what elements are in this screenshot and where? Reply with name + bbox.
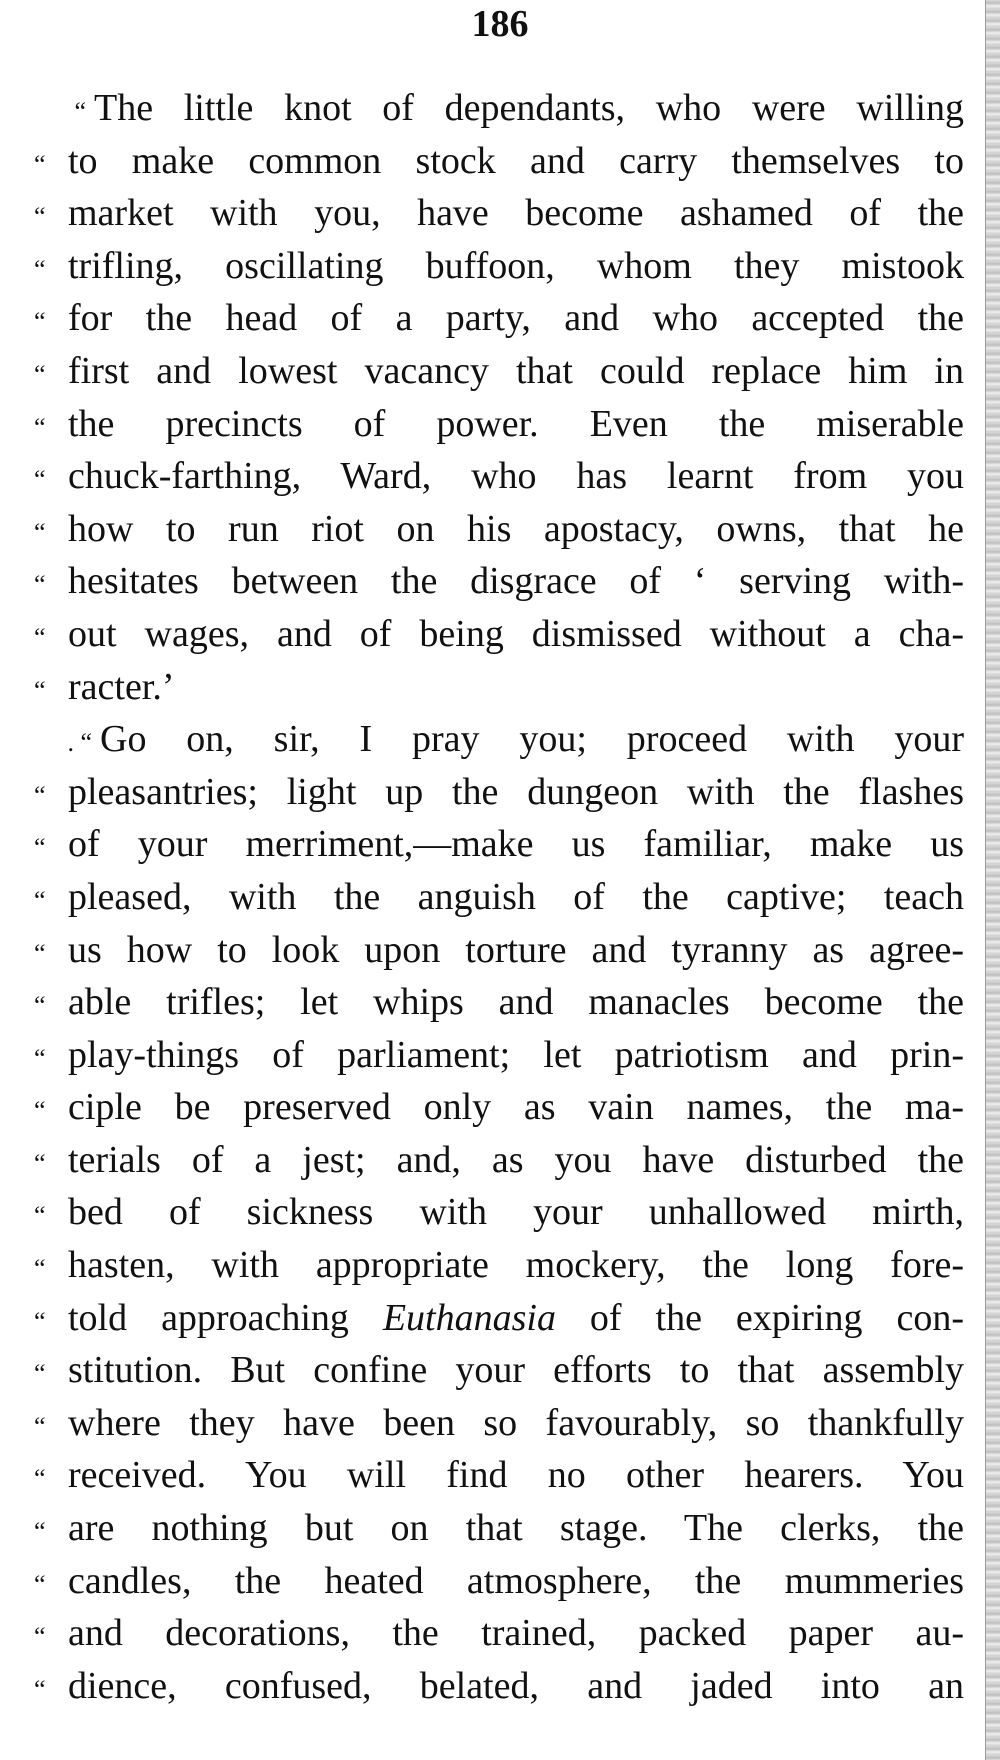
- quote-mark: “: [34, 1043, 46, 1073]
- line-text-before: told approaching: [68, 1296, 383, 1339]
- text-line: [34, 1239, 964, 1292]
- quote-mark: “: [34, 938, 46, 968]
- quote-mark: “: [34, 1569, 46, 1599]
- line-text: are nothing but on that stage. The clerks, the: [68, 1507, 964, 1550]
- line-text: of your merriment,—make us familiar, make us: [68, 823, 964, 866]
- text-line: [34, 924, 964, 977]
- line-text: stitution. But confine your efforts to that assembly: [68, 1349, 964, 1392]
- text-line: [34, 1607, 964, 1660]
- page-binding-edge: [985, 0, 1000, 1760]
- line-text: hasten, with appropriate mockery, the long fore-: [68, 1244, 964, 1287]
- quote-mark: “: [34, 1674, 46, 1704]
- line-text: chuck-farthing, Ward, who has learnt from you: [68, 455, 964, 498]
- quote-mark: “: [74, 97, 86, 126]
- text-line: [34, 1555, 964, 1608]
- line-text: [68, 1292, 964, 1345]
- line-text: first and lowest vacancy that could replace him in: [68, 349, 964, 392]
- text-line: [34, 1029, 964, 1082]
- quote-mark: “: [34, 1359, 46, 1389]
- text-line: [34, 1449, 964, 1502]
- quote-mark: “: [34, 1096, 46, 1126]
- italic-term: Euthanasia: [382, 1296, 556, 1339]
- text-line: [34, 608, 964, 661]
- line-text: to make common stock and carry themselves to: [68, 139, 964, 182]
- text-line: [34, 503, 964, 556]
- line-text: trifling, oscillating buffoon, whom they mistook: [68, 244, 964, 287]
- text-line: [34, 187, 964, 240]
- text-line: [34, 1397, 964, 1450]
- quote-mark: “: [34, 1411, 46, 1441]
- text-line: [34, 1502, 964, 1555]
- text-line: [34, 766, 964, 819]
- quote-mark: “: [34, 833, 46, 863]
- text-line: [34, 292, 964, 345]
- text-line: [34, 1081, 964, 1134]
- line-text: able trifles; let whips and manacles become the: [68, 981, 964, 1024]
- line-text: pleased, with the anguish of the captive; teach: [68, 875, 964, 918]
- line-text: racter.’: [68, 665, 175, 708]
- quote-mark: “: [34, 1148, 46, 1178]
- page-number: 186: [471, 3, 529, 45]
- quote-mark: “: [34, 1622, 46, 1652]
- text-line: [34, 398, 964, 451]
- text-line: [34, 871, 964, 924]
- line-text: out wages, and of being dismissed without a cha-: [68, 612, 964, 655]
- quote-mark: “: [34, 570, 46, 600]
- text-line: [34, 1344, 964, 1397]
- quote-mark: “: [34, 1464, 46, 1494]
- line-text: received. You will find no other hearers. You: [68, 1454, 964, 1497]
- quote-mark: “: [34, 149, 46, 179]
- quote-mark: . “: [67, 728, 92, 758]
- line-text: terials of a jest; and, as you have disturbed the: [68, 1138, 964, 1181]
- quote-mark: “: [34, 991, 46, 1021]
- body-text: [34, 82, 964, 1712]
- line-text: pleasantries; light up the dungeon with the flashes: [68, 770, 964, 813]
- text-line: [34, 1186, 964, 1239]
- text-line: [34, 345, 964, 398]
- quote-mark: “: [34, 1254, 46, 1284]
- text-line: [34, 818, 964, 871]
- text-line: [34, 1292, 964, 1345]
- text-line: [34, 1660, 964, 1713]
- line-text: the precincts of power. Even the miserable: [68, 402, 964, 445]
- quote-mark: “: [34, 780, 46, 810]
- quote-mark: “: [34, 1306, 46, 1336]
- quote-mark: “: [34, 254, 46, 284]
- line-text: candles, the heated atmosphere, the mummeries: [68, 1559, 964, 1602]
- text-line: [34, 555, 964, 608]
- quote-mark: “: [34, 1201, 46, 1231]
- line-text: The little knot of dependants, who were willing: [94, 87, 964, 129]
- line-text: hesitates between the disgrace of ‘ serving with-: [68, 560, 964, 603]
- line-text: bed of sickness with your unhallowed mirth,: [68, 1191, 964, 1234]
- line-text: play-things of parliament; let patriotism and prin-: [68, 1033, 964, 1076]
- text-line: [34, 135, 964, 188]
- text-line: [34, 713, 964, 766]
- quote-mark: “: [34, 885, 46, 915]
- quote-mark: “: [34, 359, 46, 389]
- text-line: [34, 1134, 964, 1187]
- line-text: us how to look upon torture and tyranny as agree-: [68, 928, 964, 971]
- quote-mark: “: [34, 307, 46, 337]
- line-text: how to run riot on his apostacy, owns, that he: [68, 507, 964, 550]
- line-text: market with you, have become ashamed of the: [68, 192, 964, 235]
- line-text: for the head of a party, and who accepted the: [68, 297, 964, 340]
- text-line: [34, 450, 964, 503]
- text-line: [34, 82, 964, 135]
- quote-mark: “: [34, 622, 46, 652]
- quote-mark: “: [34, 1517, 46, 1547]
- line-text: ciple be preserved only as vain names, the ma-: [68, 1086, 964, 1129]
- line-text-after: of the expiring con-: [555, 1296, 964, 1339]
- quote-mark: “: [34, 517, 46, 547]
- line-text: where they have been so favourably, so thankfully: [68, 1401, 964, 1444]
- text-line: [34, 661, 964, 714]
- line-text: Go on, sir, I pray you; proceed with your: [100, 718, 964, 761]
- line-text: and decorations, the trained, packed paper au-: [68, 1612, 964, 1655]
- quote-mark: “: [34, 412, 46, 442]
- line-text: dience, confused, belated, and jaded into an: [68, 1664, 964, 1707]
- quote-mark: “: [34, 465, 46, 495]
- quote-mark: “: [34, 675, 46, 705]
- quote-mark: “: [34, 202, 46, 232]
- text-line: [34, 976, 964, 1029]
- text-line: [34, 240, 964, 293]
